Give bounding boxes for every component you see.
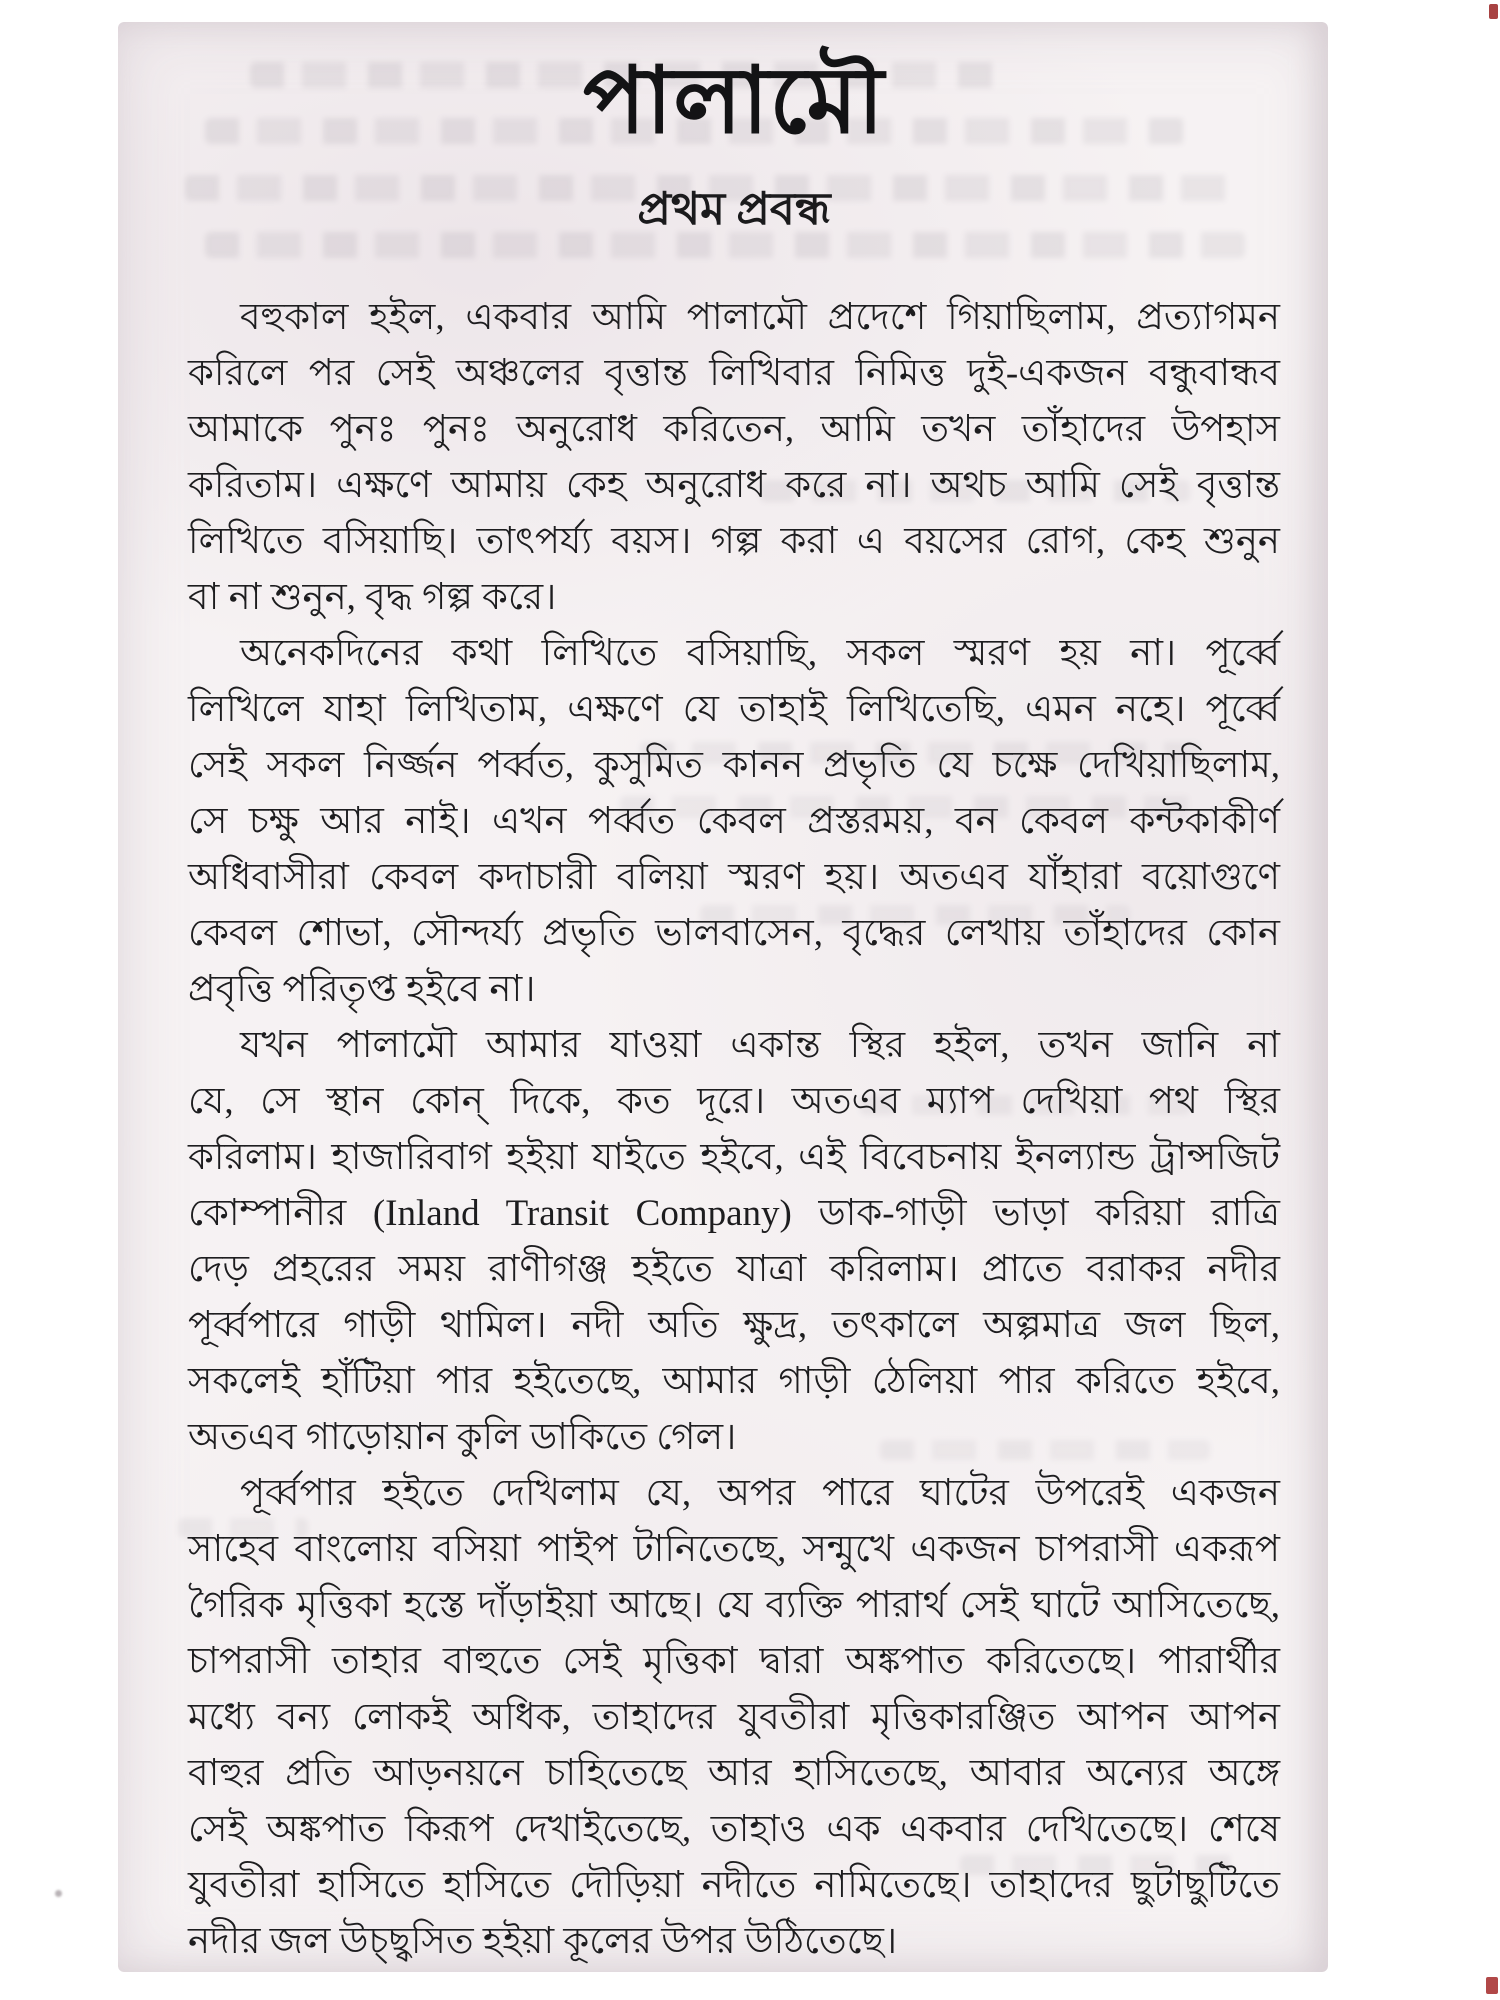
dust-speck: [55, 1890, 62, 1897]
text-line: আমাকে পুনঃ পুনঃ অনুরোধ করিতেন, আমি তখন তাঁহাদের উপহাস: [188, 409, 1280, 451]
text-line: বাহুর প্রতি আড়নয়নে চাহিতেছে আর হাসিতেছে, আবার অন্যের অঙ্গে: [188, 1753, 1280, 1795]
text-line: অতএব গাড়োয়ান কুলি ডাকিতে গেল।: [188, 1417, 737, 1459]
text-line: পূর্ব্বপার হইতে দেখিলাম যে, অপর পারে ঘাটের উপরেই একজন: [240, 1473, 1280, 1515]
text-line: দেড় প্রহরের সময় রাণীগঞ্জ হইতে যাত্রা করিলাম। প্রাতে বরাকর নদীর: [188, 1249, 1280, 1291]
text-line: নদীর জল উচ্ছ্বসিত হইয়া কূলের উপর উঠিতেছে।: [188, 1921, 898, 1963]
text-line: করিলে পর সেই অঞ্চলের বৃত্তান্ত লিখিবার নিমিত্ত দুই-একজন বন্ধুবান্ধব: [188, 353, 1280, 395]
red-corner-mark-top: [1489, 4, 1498, 19]
red-corner-mark-bottom: [1486, 1977, 1498, 1994]
text-line: চাপরাসী তাহার বাহুতে সেই মৃত্তিকা দ্বারা অঙ্কপাত করিতেছে। পারার্থীর: [188, 1641, 1280, 1683]
text-line: লিখিতে বসিয়াছি। তাৎপর্য্য বয়স। গল্প করা এ বয়সের রোগ, কেহ শুনুন: [188, 521, 1280, 563]
page-content: [188, 42, 1280, 1970]
text-line: লিখিলে যাহা লিখিতাম, এক্ষণে যে তাহাই লিখিতেছি, এমন নহে। পূর্ব্বে: [188, 689, 1280, 731]
text-line: সকলেই হাঁটিয়া পার হইতেছে, আমার গাড়ী ঠেলিয়া পার করিতে হইবে,: [188, 1361, 1280, 1403]
text-line: যে, সে স্থান কোন্ দিকে, কত দূরে। অতএব ম্যাপ দেখিয়া পথ স্থির: [188, 1081, 1280, 1123]
paragraph: [188, 626, 1280, 1018]
text-line: গৈরিক মৃত্তিকা হস্তে দাঁড়াইয়া আছে। যে ব্যক্তি পারার্থ সেই ঘাটে আসিতেছে,: [188, 1585, 1280, 1627]
body-text: [188, 290, 1280, 1970]
text-line: সাহেব বাংলোয় বসিয়া পাইপ টানিতেছে, সন্মুখে একজন চাপরাসী একরূপ: [188, 1529, 1280, 1571]
text-line: প্রবৃত্তি পরিতৃপ্ত হইবে না।: [188, 969, 536, 1011]
text-line: মধ্যে বন্য লোকই অধিক, তাহাদের যুবতীরা মৃত্তিকারঞ্জিত আপন আপন: [188, 1697, 1280, 1739]
text-line: বা না শুনুন, বৃদ্ধ গল্প করে।: [188, 577, 557, 619]
paragraph: [188, 1466, 1280, 1970]
text-line: বহুকাল হইল, একবার আমি পালামৌ প্রদেশে গিয়াছিলাম, প্রত্যাগমন: [240, 297, 1280, 339]
text-line: করিলাম। হাজারিবাগ হইয়া যাইতে হইবে, এই বিবেচনায় ইনল্যান্ড ট্রান্সজিট: [188, 1137, 1280, 1179]
text-line: যখন পালামৌ আমার যাওয়া একান্ত স্থির হইল, তখন জানি না: [240, 1025, 1280, 1067]
paragraph: [188, 290, 1280, 626]
text-line: যুবতীরা হাসিতে হাসিতে দৌড়িয়া নদীতে নামিতেছে। তাহাদের ছুটাছুটিতে: [188, 1865, 1280, 1907]
text-line: অধিবাসীরা কেবল কদাচারী বলিয়া স্মরণ হয়। অতএব যাঁহারা বয়োগুণে: [188, 857, 1280, 899]
page-subtitle: প্রথম প্রবন্ধ: [637, 184, 831, 235]
text-line: সেই সকল নির্জ্জন পর্ব্বত, কুসুমিত কানন প্রভৃতি যে চক্ষে দেখিয়াছিলাম,: [188, 745, 1280, 787]
text-line: সেই অঙ্কপাত কিরূপ দেখাইতেছে, তাহাও এক একবার দেখিতেছে। শেষে: [188, 1809, 1280, 1851]
text-line: পূর্ব্বপারে গাড়ী থামিল। নদী অতি ক্ষুদ্র, তৎকালে অল্পমাত্র জল ছিল,: [188, 1305, 1280, 1347]
text-line: অনেকদিনের কথা লিখিতে বসিয়াছি, সকল স্মরণ হয় না। পূর্ব্বে: [240, 633, 1280, 675]
text-line: করিতাম। এক্ষণে আমায় কেহ অনুরোধ করে না। অথচ আমি সেই বৃত্তান্ত: [188, 465, 1280, 507]
paragraph: [188, 1018, 1280, 1466]
text-line: সে চক্ষু আর নাই। এখন পর্ব্বত কেবল প্রস্তরময়, বন কেবল কন্টকাকীর্ণ: [188, 801, 1280, 843]
text-line: কোম্পানীর (Inland Transit Company) ডাক-গাড়ী ভাড়া করিয়া রাত্রি: [188, 1193, 1280, 1235]
page-title: পালামৌ: [583, 50, 885, 152]
text-line: কেবল শোভা, সৌন্দর্য্য প্রভৃতি ভালবাসেন, বৃদ্ধের লেখায় তাঁহাদের কোন: [188, 913, 1280, 955]
